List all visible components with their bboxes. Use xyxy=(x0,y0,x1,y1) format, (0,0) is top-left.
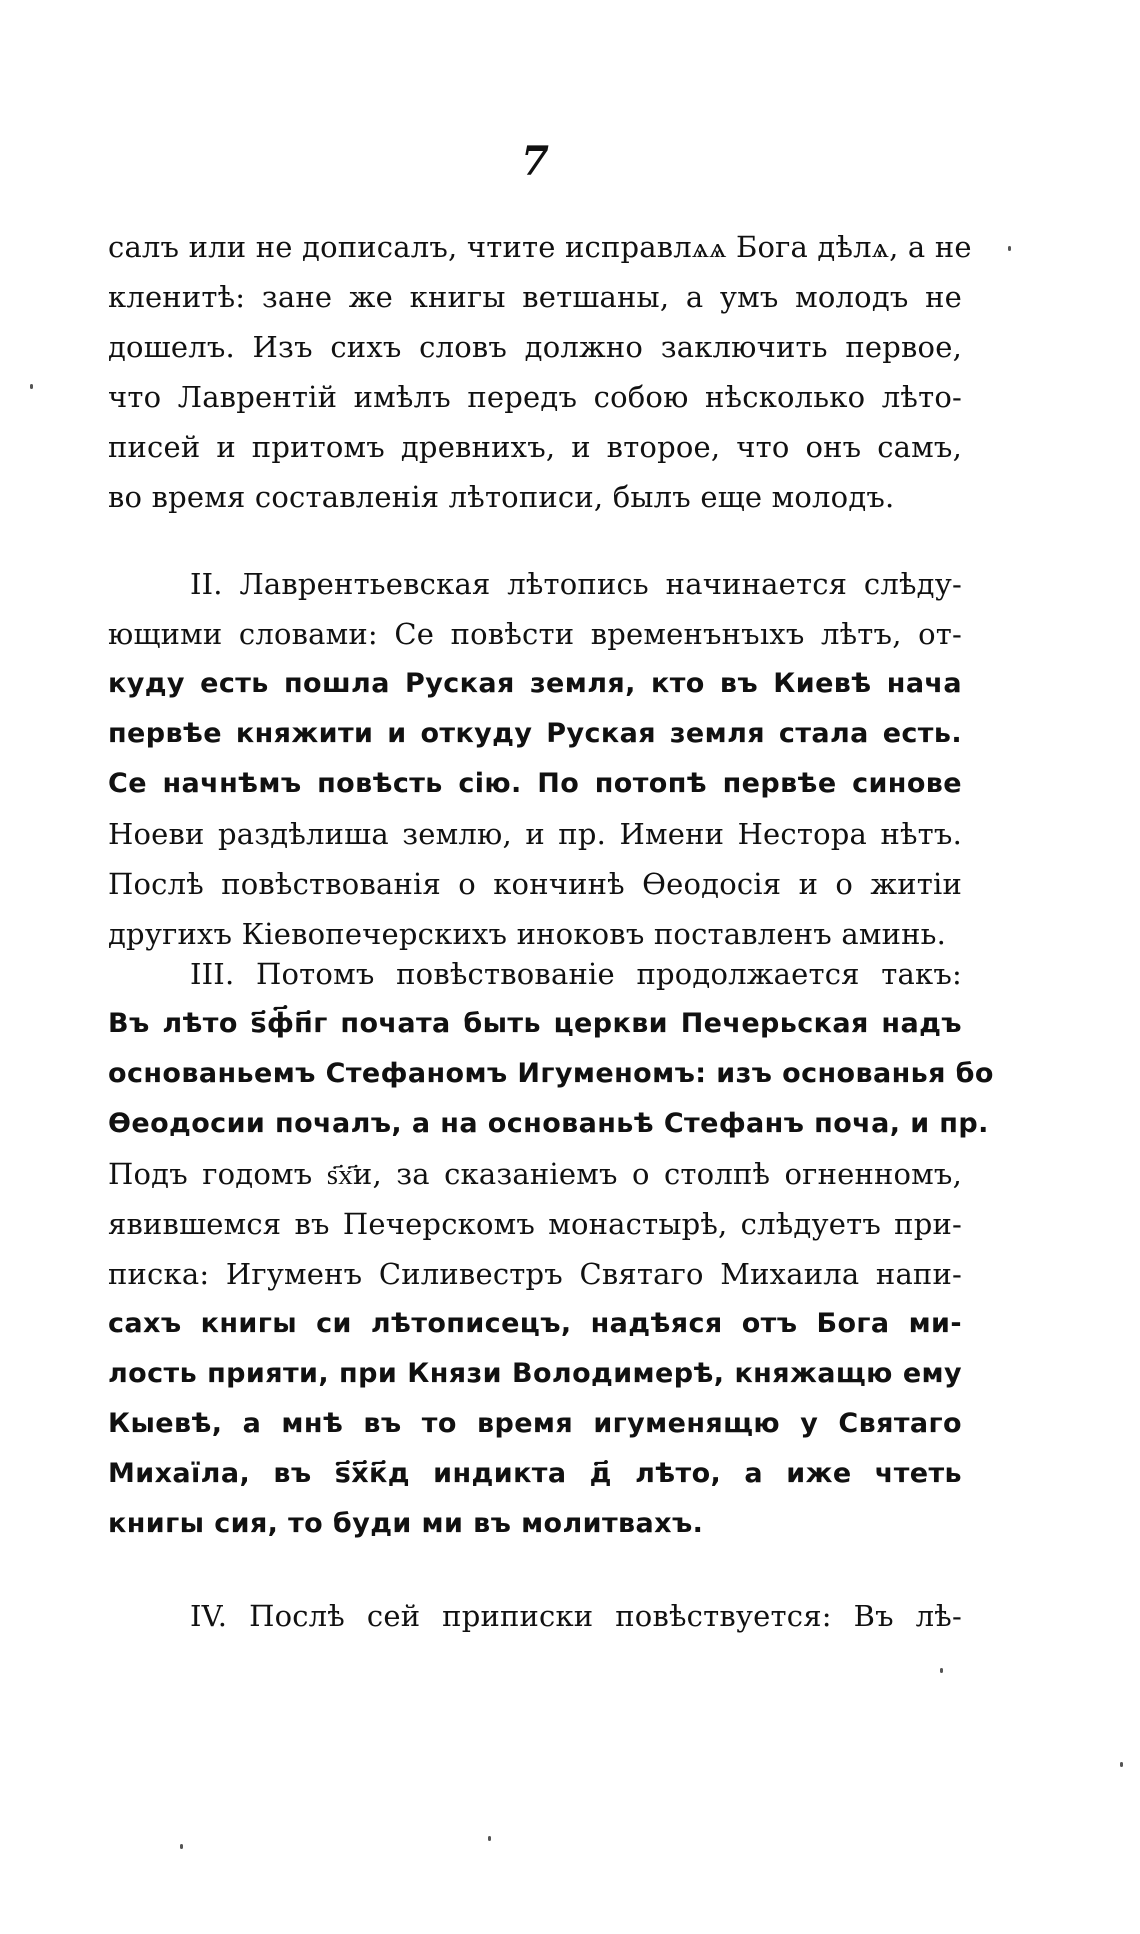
text-line-slavonic: лость прияти, при Князи Володимерѣ, княжащю ему xyxy=(108,1358,962,1389)
text-line-slavonic: сахъ книгы си лѣтописецъ, надѣяся отъ Бога ми- xyxy=(108,1308,962,1339)
text-line: II. Лаврентьевская лѣтопись начинается слѣду- xyxy=(190,567,962,601)
print-speck xyxy=(180,1844,183,1849)
paragraph-1 xyxy=(108,222,972,522)
text-line: салъ или не дописалъ, чтите исправлѧѧ Бога дѣлѧ, а не xyxy=(108,230,972,264)
text-line-slavonic: Михаїла, въ ѕ҃х҃к҃д индикта д҃ лѣто, а иже чтеть xyxy=(108,1458,962,1489)
page-number: 7 xyxy=(521,138,549,185)
text-line: дошелъ. Изъ сихъ словъ должно заключить первое, xyxy=(108,330,962,364)
text-line: другихъ Кіевопечерскихъ иноковъ поставленъ аминь. xyxy=(108,917,947,951)
paragraph-2 xyxy=(108,559,962,959)
text-line-slavonic: Се начнѣмъ повѣсть сію. По потопѣ первѣе синове xyxy=(108,768,962,799)
text-line-slavonic: первѣе княжити и откуду Руская земля стала есть. xyxy=(108,718,962,749)
text-line-slavonic: основаньемъ Стефаномъ Игуменомъ: изъ основанья бо xyxy=(108,1058,994,1089)
text-line: что Лаврентій имѣлъ передъ собою нѣсколько лѣто- xyxy=(108,380,962,414)
text-line: кленитѣ: зане же книгы ветшаны, а умъ молодъ не xyxy=(108,280,962,314)
print-speck xyxy=(940,1668,943,1673)
text-line-slavonic: Ѳеодосии почалъ, а на основаньѣ Стефанъ поча, и пр. xyxy=(108,1108,989,1139)
paragraph-4 xyxy=(108,1591,962,1641)
text-line: Подъ годомъ ѕ҃х҃и, за сказаніемъ о столпѣ огненномъ, xyxy=(108,1157,962,1191)
text-line: писей и притомъ древнихъ, и второе, что онъ самъ, xyxy=(108,430,962,464)
text-line-slavonic: Въ лѣто ѕ҃ф҃п҃г почата быть церкви Печерьская надъ xyxy=(108,1008,962,1039)
text-line-slavonic: куду есть пошла Руская земля, кто въ Киевѣ нача xyxy=(108,668,962,699)
print-speck xyxy=(1120,1762,1123,1767)
text-line-slavonic: Кыевѣ, а мнѣ въ то время игуменящю у Святаго xyxy=(108,1408,962,1439)
print-speck xyxy=(30,384,33,389)
text-line: явившемся въ Печерскомъ монастырѣ, слѣдуетъ при- xyxy=(108,1207,962,1241)
text-line: Ноеви раздѣлиша землю, и пр. Имени Нестора нѣтъ. xyxy=(108,817,962,851)
paragraph-3 xyxy=(108,949,994,1549)
text-line: писка: Игуменъ Силивестръ Святаго Михаила напи- xyxy=(108,1257,962,1291)
text-line: III. Потомъ повѣствованіе продолжается такъ: xyxy=(190,957,962,991)
text-line: во время составленія лѣтописи, былъ еще молодъ. xyxy=(108,480,895,514)
print-speck xyxy=(488,1836,491,1841)
text-line-slavonic: книгы сия, то буди ми въ молитвахъ. xyxy=(108,1508,704,1539)
text-line: ющими словами: Се повѣсти временънъıхъ лѣтъ, от- xyxy=(108,617,962,651)
text-line: Послѣ повѣствованія о кончинѣ Ѳеодосія и о житіи xyxy=(108,867,962,901)
text-line: IV. Послѣ сей приписки повѣствуется: Въ лѣ- xyxy=(190,1599,962,1633)
print-speck xyxy=(1008,246,1011,251)
